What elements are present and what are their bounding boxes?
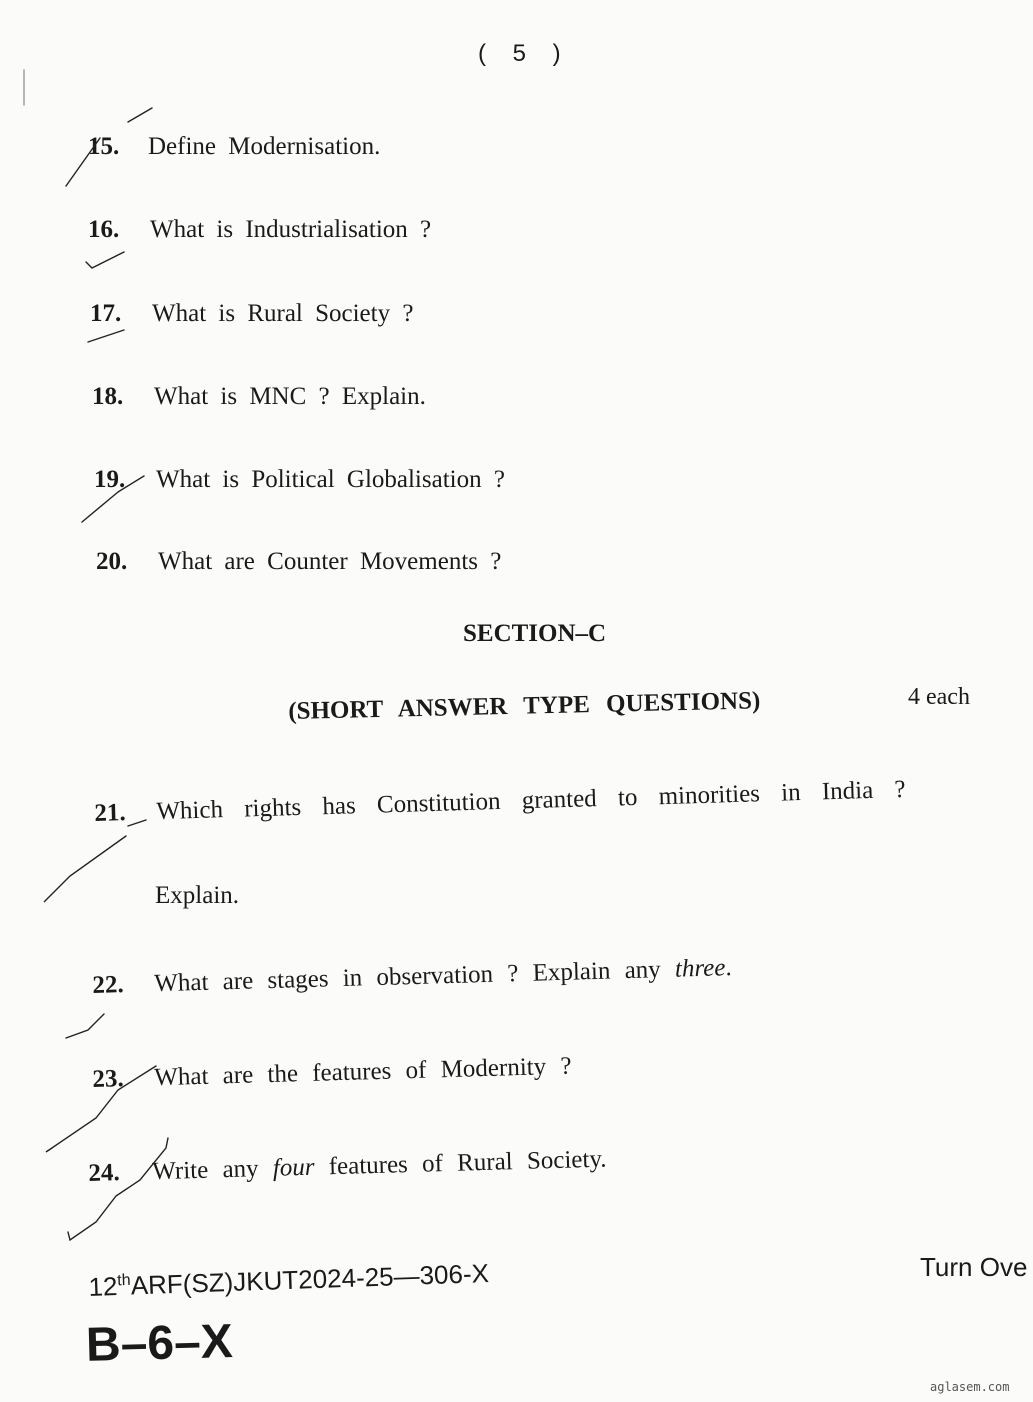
tick-mark — [88, 330, 124, 342]
tick-mark — [68, 1138, 168, 1240]
paper-code-prefix: 12 — [88, 1270, 118, 1302]
turn-over-note: Turn Ove — [920, 1252, 1028, 1282]
tick-mark — [46, 1066, 156, 1152]
paper-code-rest: ARF(SZ)JKUT2024-25—306-X — [130, 1258, 490, 1301]
question-text: What is Industrialisation ? — [150, 216, 432, 243]
watermark: aglasem.com — [930, 1380, 1010, 1394]
question-number: 16. — [88, 216, 120, 243]
question-text: What are Counter Movements ? — [158, 548, 502, 575]
question-text-main: What are stages in observation ? Explain any — [153, 955, 676, 998]
section-marks: 4 each — [908, 684, 970, 710]
question-text-main: Write any — [151, 1154, 274, 1186]
question-text: What are the features of Modernity ? — [153, 1052, 572, 1092]
question-text: Which rights has Constitution granted to minorities in India ? — [155, 775, 906, 826]
paper-series-code: B–6–X — [85, 1315, 234, 1372]
question-number: 23. — [92, 1065, 124, 1093]
section-title: SECTION–C — [463, 620, 607, 647]
question-text-end: . — [725, 954, 733, 982]
tick-mark — [66, 1014, 104, 1038]
page-number: ( 5 ) — [478, 40, 571, 67]
question-number: 22. — [92, 971, 124, 999]
question-number: 19. — [94, 466, 126, 493]
tick-mark — [44, 820, 146, 902]
tick-mark — [66, 108, 152, 186]
section-subtitle: (SHORT ANSWER TYPE QUESTIONS) — [288, 687, 761, 725]
question-text-end: features of Rural Society. — [314, 1145, 607, 1181]
question-number: 15. — [88, 133, 120, 160]
question-text: What is MNC ? Explain. — [154, 383, 426, 410]
question-21-continuation: Explain. — [155, 882, 240, 909]
tick-mark — [86, 252, 124, 268]
question-text: What is Political Globalisation ? — [156, 466, 505, 493]
question-text-emphasis: four — [272, 1153, 315, 1182]
question-number: 18. — [92, 383, 124, 410]
question-number: 17. — [90, 300, 122, 327]
question-number: 21. — [94, 799, 127, 827]
question-text-emphasis: three — [674, 954, 726, 983]
question-number: 24. — [88, 1159, 120, 1187]
question-text: Define Modernisation. — [148, 133, 381, 160]
question-text: What is Rural Society ? — [152, 300, 414, 327]
tick-mark — [82, 476, 144, 522]
question-number: 20. — [96, 548, 128, 575]
paper-code-sup: th — [116, 1271, 131, 1290]
